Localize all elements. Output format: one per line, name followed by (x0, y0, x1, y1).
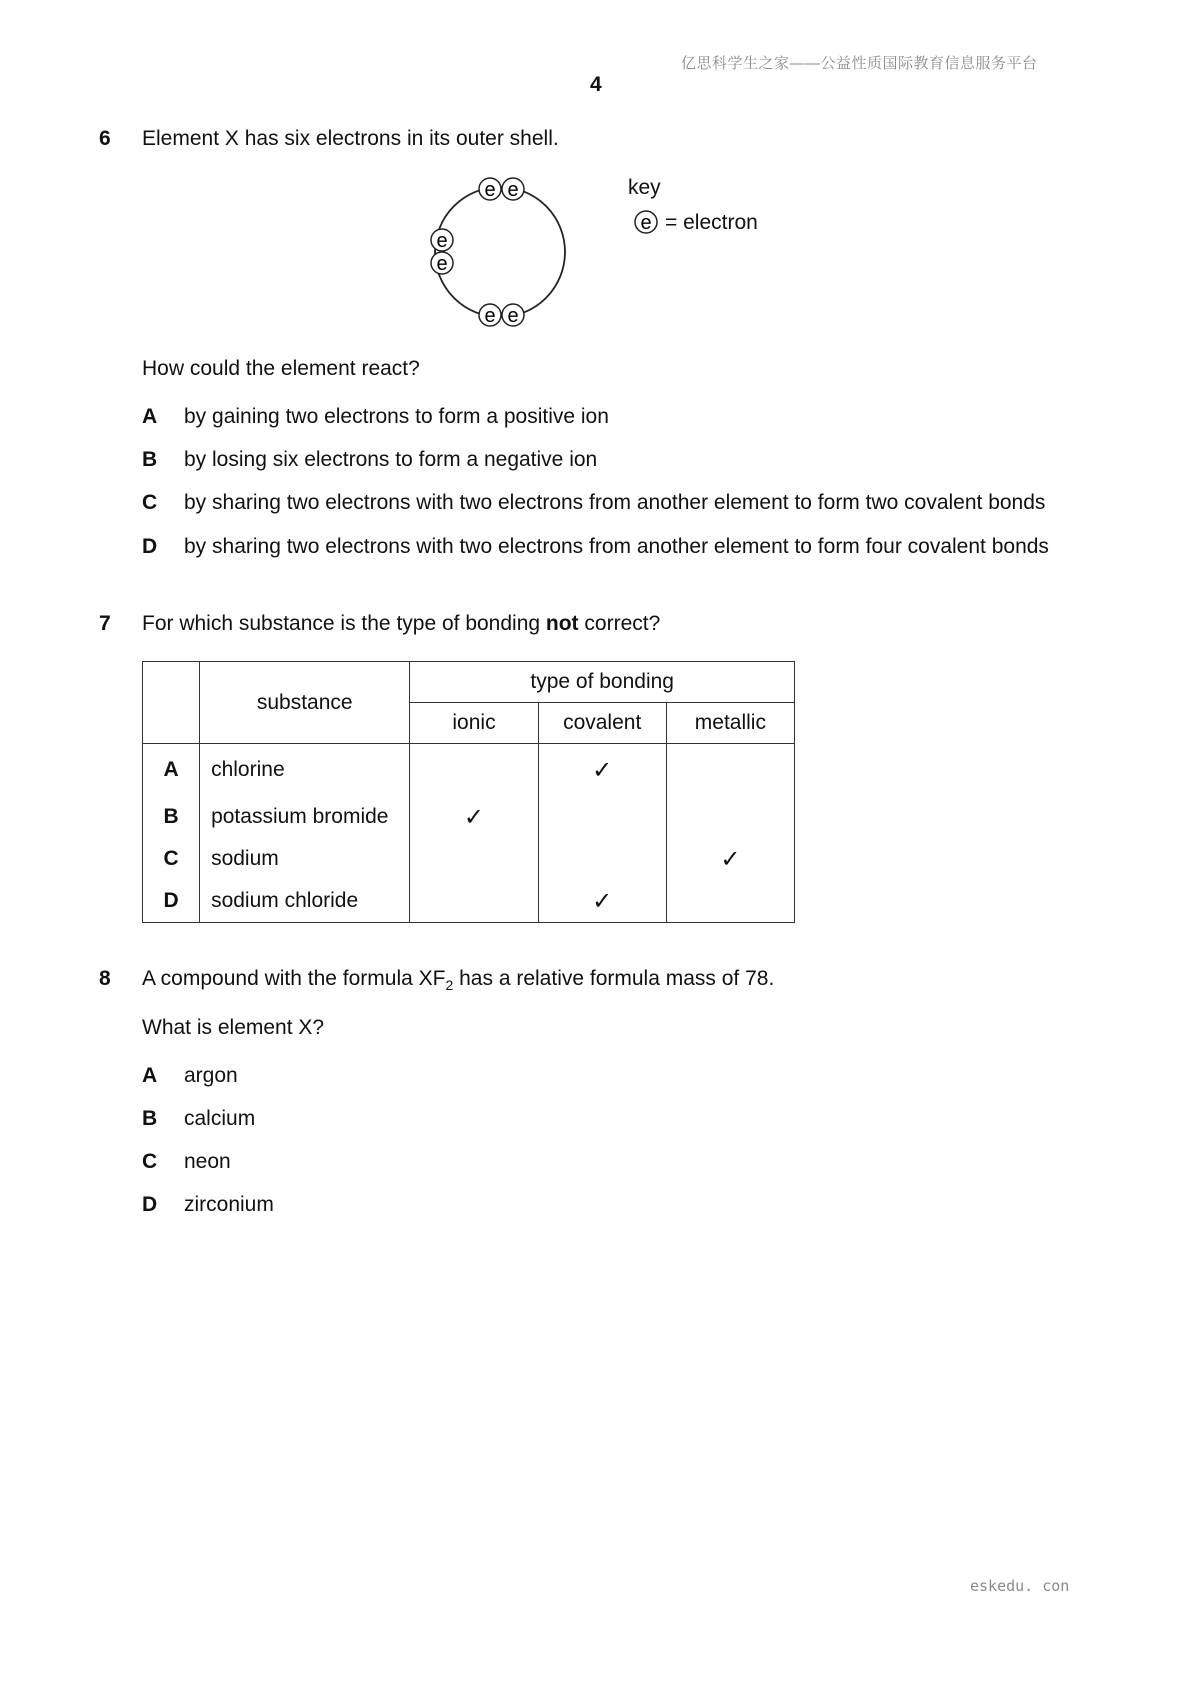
metallic-cell (666, 744, 794, 797)
table-row (143, 796, 795, 838)
diagram-key-title: key (628, 176, 661, 199)
stem-text: A compound with the formula XF (142, 967, 446, 990)
table-row (143, 744, 795, 797)
ionic-cell: ✓ (410, 796, 538, 838)
electron-label: e (484, 305, 496, 327)
substance-name: sodium (200, 838, 410, 880)
electron-pair-bottom (479, 304, 524, 327)
option-letter: C (142, 1150, 158, 1173)
option-text: argon (184, 1064, 238, 1087)
option-text: calcium (184, 1107, 256, 1130)
bonding-table (142, 661, 795, 923)
option-letter: D (142, 1193, 158, 1216)
row-letter: C (143, 838, 200, 880)
table-row (143, 838, 795, 880)
option-text: by losing six electrons to form a negative ion (184, 448, 598, 471)
question-7-number: 7 (99, 612, 111, 635)
option-text: by sharing two electrons with two electrons from another element to form four covalent bonds (184, 535, 1049, 558)
row-letter: D (143, 880, 200, 923)
diagram-key-text: = electron (665, 211, 758, 234)
stem-text: has a relative formula mass of 78. (453, 967, 775, 990)
column-header-ionic: ionic (410, 703, 538, 744)
option-letter: A (142, 1064, 158, 1087)
row-letter: B (143, 796, 200, 838)
electron-label: e (484, 179, 496, 201)
electron-label: e (436, 253, 448, 275)
key-electron-symbol (633, 209, 659, 235)
page-number: 4 (590, 73, 602, 96)
outer-shell-ring (435, 187, 565, 317)
column-header-covalent: covalent (538, 703, 666, 744)
stem-emphasis: not (545, 612, 579, 635)
footer-watermark: eskedu. con (970, 1577, 1070, 1595)
table-corner-cell (143, 662, 200, 744)
header-watermark: 亿思科学生之家——公益性质国际教育信息服务平台 (681, 55, 1038, 72)
electron-label: e (436, 230, 448, 252)
substance-name: sodium chloride (200, 880, 410, 923)
question-6-prompt: How could the element react? (142, 357, 420, 380)
formula-subscript: 2 (445, 977, 454, 994)
column-header-metallic: metallic (666, 703, 794, 744)
question-8-number: 8 (99, 967, 111, 990)
question-6-stem: Element X has six electrons in its outer shell. (142, 127, 559, 150)
ionic-cell (410, 744, 538, 797)
option-text: by sharing two electrons with two electrons from another element to form two covalent bonds (184, 491, 1046, 514)
option-letter: B (142, 448, 158, 471)
substance-name: potassium bromide (200, 796, 410, 838)
question-8-prompt: What is element X? (142, 1016, 325, 1039)
ionic-cell (410, 838, 538, 880)
option-letter: C (142, 491, 158, 514)
option-text: zirconium (184, 1193, 274, 1216)
row-letter: A (143, 744, 200, 797)
option-text: neon (184, 1150, 231, 1173)
option-text: by gaining two electrons to form a positive ion (184, 405, 609, 428)
ionic-cell (410, 880, 538, 923)
option-letter: A (142, 405, 158, 428)
covalent-cell: ✓ (538, 880, 666, 923)
metallic-cell (666, 880, 794, 923)
key-electron-label: e (640, 212, 652, 234)
electron-shell-diagram (420, 170, 580, 330)
electron-label: e (507, 179, 519, 201)
electron-pair-top (479, 178, 524, 201)
electron-label: e (507, 305, 519, 327)
metallic-cell (666, 796, 794, 838)
metallic-cell: ✓ (666, 838, 794, 880)
substance-header: substance (200, 662, 410, 744)
covalent-cell (538, 838, 666, 880)
question-6-number: 6 (99, 127, 111, 150)
stem-text: correct? (578, 612, 661, 635)
option-letter: D (142, 535, 158, 558)
substance-name: chlorine (200, 744, 410, 797)
table-row (143, 880, 795, 923)
covalent-cell: ✓ (538, 744, 666, 797)
question-8-stem (142, 967, 774, 993)
stem-text: For which substance is the type of bonding (142, 612, 546, 635)
bonding-type-header: type of bonding (410, 662, 795, 703)
covalent-cell (538, 796, 666, 838)
question-7-stem (142, 612, 660, 636)
option-letter: B (142, 1107, 158, 1130)
